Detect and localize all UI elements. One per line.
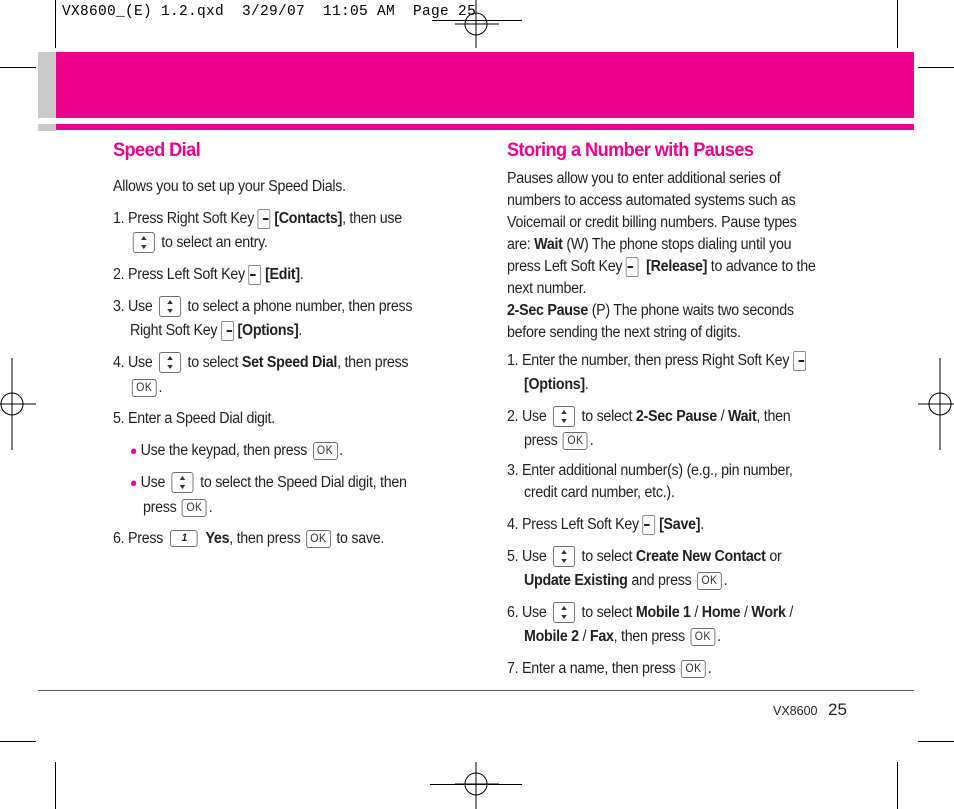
pauses-para-line: are: Wait (W) The phone stops dialing until you [507, 236, 792, 253]
registration-mark-top [455, 0, 499, 48]
registration-mark-bottom [455, 762, 499, 809]
crop-mark [897, 0, 898, 48]
nav-key-icon [159, 352, 181, 373]
ok-key-icon: OK [563, 432, 588, 450]
pauses-step-3-cont: credit card number, etc.). [524, 484, 675, 501]
pauses-step-6-cont: Mobile 2 / Fax, then press OK . [524, 628, 721, 645]
footer-rule [38, 690, 914, 691]
one-key-icon: 1 [170, 530, 198, 547]
right-soft-key-icon [221, 321, 234, 341]
section-heading-storing-pauses: Storing a Number with Pauses [507, 139, 754, 161]
page-number: 25 [828, 700, 847, 719]
crop-mark [430, 784, 522, 785]
speed-dial-step-2: 2. Press Left Soft Key [Edit]. [113, 266, 304, 283]
speed-dial-step-6: 6. Press 1 Yes, then press OK to save. [113, 530, 385, 547]
crop-mark [0, 67, 36, 68]
pauses-step-7: 7. Enter a name, then press OK . [507, 660, 712, 677]
speed-dial-step-1-cont: to select an entry. [130, 232, 268, 254]
print-slug: VX8600_(E) 1.2.qxd 3/29/07 11:05 AM Page 25 [62, 4, 477, 20]
left-soft-key-icon [249, 265, 262, 285]
speed-dial-step-1: 1. Press Right Soft Key [Contacts], then use [113, 210, 402, 227]
ok-key-icon: OK [681, 660, 706, 678]
ok-key-icon: OK [313, 442, 338, 460]
speed-dial-step-4-cont: OK . [130, 377, 162, 399]
header-band-pink [56, 52, 914, 118]
pauses-step-4: 4. Press Left Soft Key [Save]. [507, 516, 704, 533]
pauses-para-line: before sending the next string of digits. [507, 324, 741, 341]
ok-key-icon: OK [182, 499, 207, 517]
pauses-para-line: Pauses allow you to enter additional series of [507, 170, 781, 187]
pauses-step-1-cont: [Options]. [524, 376, 589, 393]
right-soft-key-icon [258, 209, 271, 229]
nav-key-icon [172, 472, 194, 493]
pauses-step-5-cont: Update Existing and press OK . [524, 572, 728, 589]
nav-key-icon [553, 546, 575, 567]
left-soft-key-icon [643, 515, 656, 535]
left-soft-key-icon [626, 257, 639, 277]
pauses-step-2: 2. Use to select 2-Sec Pause / Wait, then [507, 406, 790, 428]
pauses-para-line: numbers to access automated systems such as [507, 192, 796, 209]
speed-dial-bullet-2-cont: press OK . [143, 499, 213, 516]
crop-mark [0, 741, 36, 742]
ok-key-icon: OK [697, 572, 722, 590]
crop-mark [918, 67, 954, 68]
nav-key-icon [159, 296, 181, 317]
speed-dial-step-3-cont: Right Soft Key [Options]. [130, 322, 303, 339]
header-rule-pink [56, 124, 914, 130]
speed-dial-step-4: 4. Use to select Set Speed Dial, then press [113, 352, 408, 374]
pauses-para-line: Voicemail or credit billing numbers. Pause types [507, 214, 797, 231]
speed-dial-intro: Allows you to set up your Speed Dials. [113, 178, 346, 195]
pauses-para-line: 2-Sec Pause (P) The phone waits two seconds [507, 302, 794, 319]
pauses-para-line: next number. [507, 280, 587, 297]
pauses-step-2-cont: press OK . [524, 432, 594, 449]
speed-dial-bullet-1: ● Use the keypad, then press OK . [130, 442, 343, 459]
header-rule-gray [38, 124, 56, 131]
pauses-step-5: 5. Use to select Create New Contact or [507, 546, 781, 568]
section-heading-speed-dial: Speed Dial [113, 139, 201, 161]
nav-key-icon [553, 406, 575, 427]
pauses-para-line: press Left Soft Key [Release] to advance to the [507, 258, 816, 275]
bullet-icon: ● [130, 475, 137, 490]
header-band-gray [38, 52, 56, 118]
ok-key-icon: OK [132, 379, 157, 397]
ok-key-icon: OK [306, 530, 331, 548]
crop-mark [55, 0, 56, 48]
crop-mark [897, 762, 898, 809]
speed-dial-step-5: 5. Enter a Speed Dial digit. [113, 410, 275, 427]
crop-mark [918, 741, 954, 742]
nav-key-icon [133, 232, 155, 253]
pauses-step-3: 3. Enter additional number(s) (e.g., pin number, [507, 462, 793, 479]
right-soft-key-icon [793, 351, 806, 371]
footer-model-label: VX8600 [773, 704, 818, 718]
speed-dial-step-3: 3. Use to select a phone number, then press [113, 296, 412, 318]
registration-mark-left [0, 358, 36, 450]
speed-dial-bullet-2: ● Use to select the Speed Dial digit, then [130, 472, 407, 494]
crop-mark [55, 762, 56, 809]
registration-mark-right [918, 358, 954, 450]
ok-key-icon: OK [690, 628, 715, 646]
bullet-icon: ● [130, 443, 137, 458]
pauses-step-1: 1. Enter the number, then press Right Soft Key [507, 350, 809, 372]
pauses-step-6: 6. Use to select Mobile 1 / Home / Work / [507, 602, 793, 624]
nav-key-icon [553, 602, 575, 623]
